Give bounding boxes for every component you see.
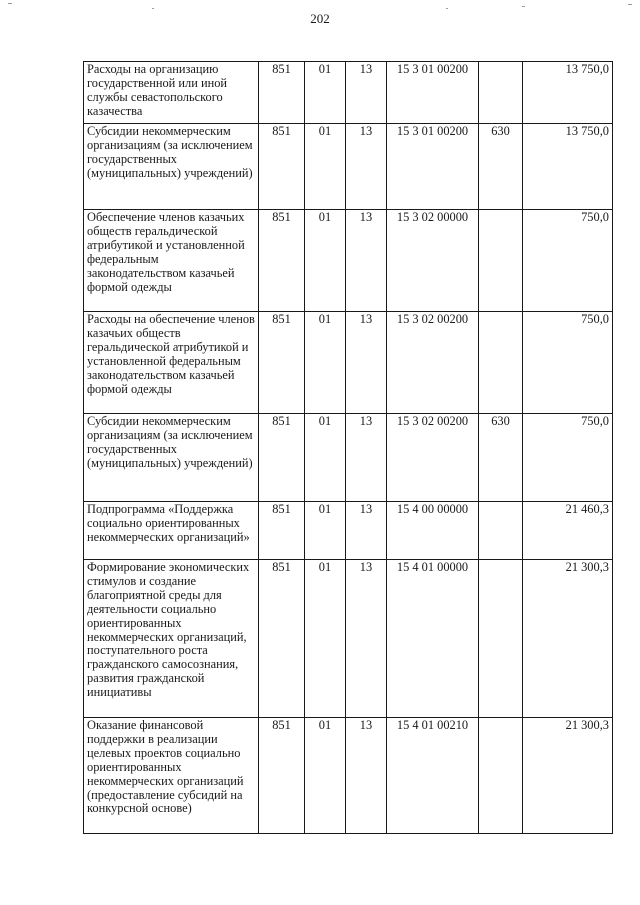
ministry-code: 851 [259,312,305,414]
section-code: 01 [305,210,346,312]
section-code: 01 [305,312,346,414]
subsection-code: 13 [346,124,387,210]
amount: 21 460,3 [523,502,613,560]
table-row [84,124,613,210]
target-article-code: 15 3 01 00200 [387,124,479,210]
expense-type-code [479,560,523,718]
ministry-code: 851 [259,414,305,502]
ministry-code: 851 [259,62,305,124]
expense-type-code [479,312,523,414]
amount: 750,0 [523,210,613,312]
scan-mark [8,3,12,4]
amount: 13 750,0 [523,62,613,124]
target-article-code: 15 3 02 00200 [387,312,479,414]
row-name: Расходы на организацию государственной или иной службы севастопольского казачества [84,62,259,124]
table-row [84,312,613,414]
target-article-code: 15 4 01 00000 [387,560,479,718]
section-code: 01 [305,718,346,834]
expense-type-code [479,502,523,560]
row-name: Расходы на обеспечение членов казачьих обществ геральдической атрибутикой и установленной федеральным законодательством казачьей формой одежды [84,312,259,414]
table-row [84,718,613,834]
subsection-code: 13 [346,560,387,718]
ministry-code: 851 [259,718,305,834]
amount: 21 300,3 [523,560,613,718]
target-article-code: 15 3 01 00200 [387,62,479,124]
ministry-code: 851 [259,502,305,560]
scan-mark [152,8,154,9]
table-row [84,502,613,560]
budget-table [83,61,613,834]
subsection-code: 13 [346,312,387,414]
expense-type-code [479,718,523,834]
scan-mark [628,4,632,5]
row-name: Субсидии некоммерческим организациям (за исключением государственных (муниципальных) учреждений) [84,124,259,210]
subsection-code: 13 [346,502,387,560]
subsection-code: 13 [346,718,387,834]
row-name: Субсидии некоммерческим организациям (за исключением государственных (муниципальных) учреждений) [84,414,259,502]
ministry-code: 851 [259,210,305,312]
row-name: Формирование экономических стимулов и создание благоприятной среды для деятельности социально ориентированных некоммерческих организаций, поступательного роста гражданского самосознания, развития гражданской инициативы [84,560,259,718]
scan-mark [446,8,448,9]
target-article-code: 15 3 02 00000 [387,210,479,312]
scan-mark [522,6,525,7]
amount: 750,0 [523,312,613,414]
section-code: 01 [305,124,346,210]
expense-type-code [479,210,523,312]
target-article-code: 15 4 01 00210 [387,718,479,834]
section-code: 01 [305,62,346,124]
table-row [84,414,613,502]
ministry-code: 851 [259,124,305,210]
ministry-code: 851 [259,560,305,718]
table-row [84,210,613,312]
expense-type-code [479,62,523,124]
row-name: Обеспечение членов казачьих обществ геральдической атрибутикой и установленной федеральным законодательством казачьей формой одежды [84,210,259,312]
section-code: 01 [305,502,346,560]
expense-type-code: 630 [479,414,523,502]
target-article-code: 15 4 00 00000 [387,502,479,560]
expense-type-code: 630 [479,124,523,210]
subsection-code: 13 [346,62,387,124]
target-article-code: 15 3 02 00200 [387,414,479,502]
row-name: Подпрограмма «Поддержка социально ориентированных некоммерческих организаций» [84,502,259,560]
section-code: 01 [305,414,346,502]
amount: 750,0 [523,414,613,502]
table-row [84,560,613,718]
subsection-code: 13 [346,414,387,502]
amount: 13 750,0 [523,124,613,210]
table-row [84,62,613,124]
amount: 21 300,3 [523,718,613,834]
row-name: Оказание финансовой поддержки в реализации целевых проектов социально ориентированных некоммерческих организаций (предоставление субсидий на конкурсной основе) [84,718,259,834]
section-code: 01 [305,560,346,718]
page-number: 202 [310,11,330,26]
subsection-code: 13 [346,210,387,312]
